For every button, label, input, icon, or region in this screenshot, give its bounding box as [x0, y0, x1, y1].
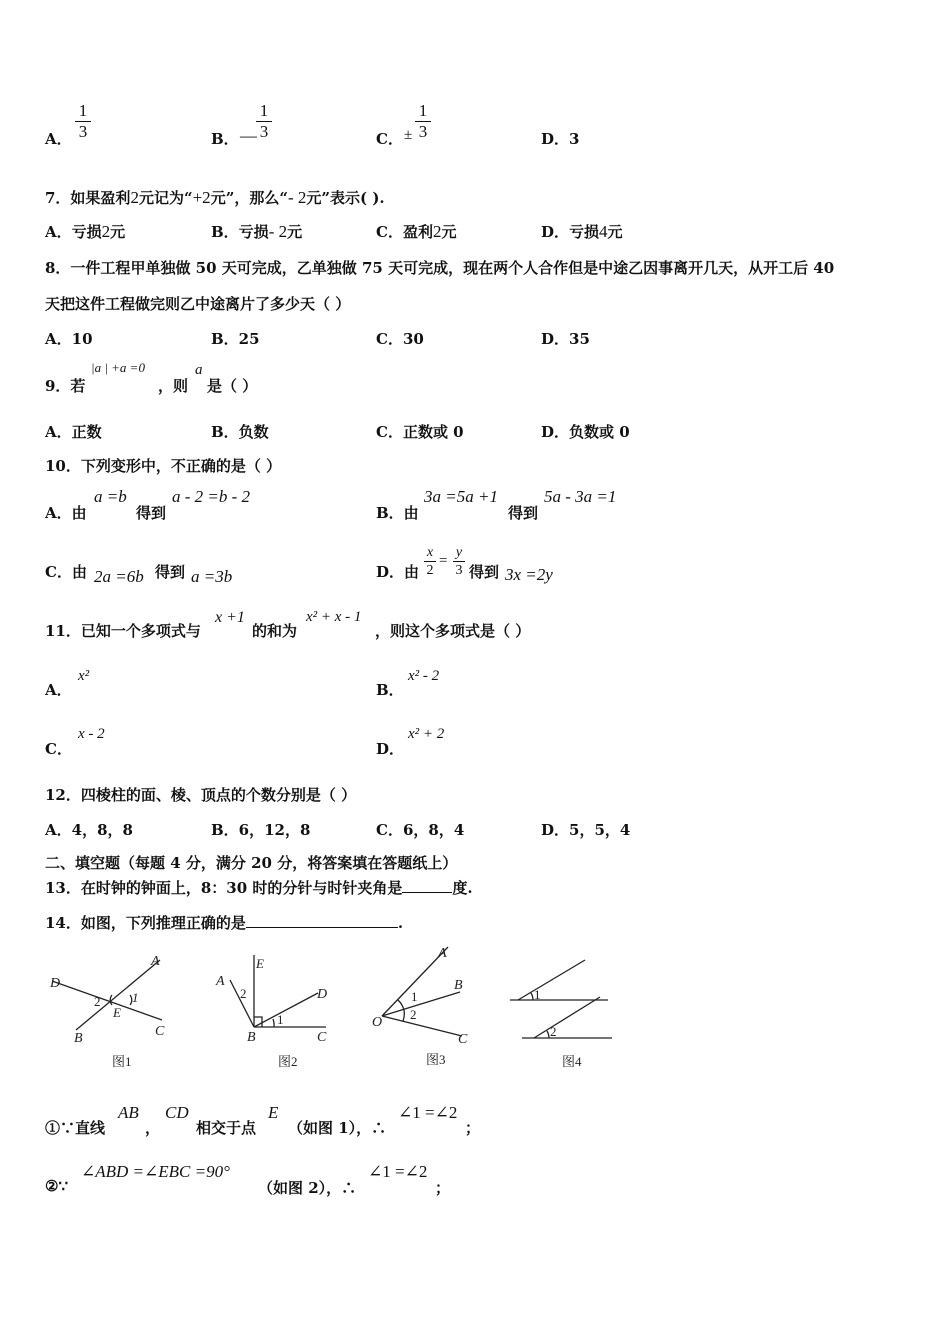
fig4-line-lower [534, 997, 600, 1038]
q10-b-from: 3a =5a +1 [424, 487, 498, 506]
fig1-label-e: E [113, 1005, 121, 1020]
fig2-label-c: C [317, 1030, 327, 1045]
q14-item2-expr: ∠ABD =∠EBC =90° [81, 1162, 230, 1181]
q10-b-mid: 得到 [508, 504, 539, 522]
q10-d-frac-y: y 3 [453, 546, 465, 578]
q9-stem-b: ，则 [158, 377, 189, 395]
q12-option-c: C．6，8，4 [376, 821, 465, 839]
q10-d-eq: = [439, 553, 448, 569]
fig2-label-b: B [247, 1030, 256, 1045]
q12-option-a: A．4，8，8 [45, 821, 133, 839]
q12-option-b: B．6，12，8 [211, 821, 311, 839]
fig3-label-c: C [458, 1032, 468, 1047]
q8-stem-line1: 8．一件工程甲单独做 50 天可完成，乙单独做 75 天可完成，现在两个人合作但是中途乙因事离开几天，从开工后 40 [45, 259, 835, 277]
q7-option-c: C．盈利2元 [376, 222, 457, 241]
q11-option-b-label: B． [376, 681, 404, 699]
q8-option-d: D．35 [541, 330, 590, 348]
q14-item1-a: ①∵直线 [45, 1119, 106, 1137]
q8-option-c: C．30 [376, 330, 424, 348]
q10-c-label: C．由 [45, 563, 87, 581]
q11-option-a-label: A． [45, 681, 72, 699]
q11-option-c-label: C． [45, 740, 72, 758]
q14-item2-angle: ∠1 =∠2 [368, 1162, 428, 1181]
fig2-label-a: A [216, 974, 225, 989]
q8-option-a: A．10 [45, 330, 93, 348]
q9-option-a: A．正数 [45, 423, 102, 441]
q8-stem-line2: 天把这件工程做完则乙中途离片了多少天（ ） [45, 295, 351, 313]
q6-option-c-label: C． [376, 130, 403, 148]
q9-condition: |a | +a =0 [91, 360, 145, 375]
q10-a-mid: 得到 [136, 504, 167, 522]
q10-b-label: B．由 [376, 504, 419, 522]
q14-figures [40, 945, 640, 1075]
q9-stem-a: 9．若 [45, 377, 86, 395]
q14-item1-c: （如图 1），∴ [288, 1119, 387, 1137]
q6-option-b-fraction: 1 3 [256, 102, 272, 141]
fig4-angle1-arc [531, 993, 533, 1000]
q14-item2-a: ②∵ [45, 1177, 68, 1195]
fig4-label-2: 2 [550, 1024, 557, 1039]
fig2-label-1: 1 [277, 1012, 284, 1027]
q14-item1-end: ； [465, 1119, 481, 1137]
q10-c-to: a =3b [191, 567, 233, 586]
fig1-label-c: C [155, 1024, 165, 1039]
q10-a-label: A．由 [45, 504, 87, 522]
fig3-ray-oc [382, 1016, 462, 1036]
q6-option-a-label: A． [45, 130, 72, 148]
q11-stem-b: 的和为 [252, 622, 298, 640]
q11-option-c-expr: x - 2 [78, 726, 105, 742]
q11-stem-c: ，则这个多项式是（ ） [375, 622, 531, 640]
q11-option-b-expr: x² - 2 [408, 668, 440, 684]
fig3-label-o: O [372, 1015, 383, 1030]
q10-stem: 10．下列变形中，不正确的是（ ） [45, 457, 282, 475]
q11-expr2: x² + x - 1 [306, 609, 362, 625]
fig1-caption: 图1 [112, 1054, 132, 1069]
fig2-label-2: 2 [240, 986, 247, 1001]
q10-c-from: 2a =6b [94, 567, 144, 586]
fig2-caption: 图2 [278, 1054, 298, 1069]
q6-option-c-fraction: 1 3 [415, 102, 431, 141]
fig1-label-a: A [151, 954, 160, 969]
fig1-label-2: 2 [94, 994, 101, 1009]
q13-answer-blank [402, 892, 452, 893]
q7-option-d: D．亏损4元 [541, 222, 623, 241]
q9-option-b: B．负数 [211, 423, 269, 441]
q10-c-mid: 得到 [155, 563, 186, 581]
fig4-line-upper [518, 960, 585, 1000]
fig2-label-d: D [317, 987, 328, 1002]
q6-option-b-label: B． [211, 130, 239, 148]
fig4-label-1: 1 [534, 987, 541, 1002]
q11-option-d-label: D． [376, 740, 405, 758]
q14-item1-b: 相交于点 [196, 1119, 257, 1137]
q10-a-to: a - 2 =b - 2 [172, 487, 251, 506]
q10-d-mid: 得到 [469, 563, 500, 581]
fig4-angle2-arc [547, 1031, 549, 1038]
q14-answer-blank [246, 927, 398, 928]
fig3-label-a: A [438, 946, 447, 961]
fig2-line-bd [254, 993, 318, 1027]
q11-option-d-expr: x² + 2 [408, 726, 445, 742]
fig1-label-1: 1 [132, 990, 139, 1005]
q10-d-frac-x: x 2 [424, 546, 436, 578]
q10-a-from: a =b [94, 487, 127, 506]
q9-option-d: D．负数或 0 [541, 423, 630, 441]
q12-stem: 12．四棱柱的面、棱、顶点的个数分别是（ ） [45, 786, 357, 804]
fig3-label-b: B [454, 978, 463, 993]
section2-title: 二、填空题（每题 4 分，满分 20 分，将答案填在答题纸上） [45, 854, 458, 872]
q14-stem: 14．如图，下列推理正确的是 . [45, 914, 404, 932]
q14-item2-end: ； [435, 1179, 451, 1197]
q9-stem-c: 是（ ） [207, 377, 258, 395]
q10-d-to: 3x =2y [505, 565, 553, 584]
q11-option-a-expr: x² [78, 668, 90, 684]
q14-item1-ab: AB [118, 1103, 139, 1122]
fig2-label-e: E [256, 956, 264, 971]
q10-d-label: D．由 [376, 563, 420, 581]
q7-option-b: B．亏损- 2元 [211, 222, 303, 241]
fig3-label-2: 2 [410, 1007, 417, 1022]
q6-option-a-fraction: 1 3 [75, 102, 91, 141]
fig1-label-b: B [74, 1031, 83, 1046]
q8-option-b: B．25 [211, 330, 260, 348]
q11-expr1: x +1 [215, 609, 245, 626]
q14-item1-angle: ∠1 =∠2 [398, 1103, 458, 1122]
q6-option-c-sign: ± [404, 127, 413, 143]
q14-item1-cd: CD [165, 1103, 189, 1122]
fig3-caption: 图3 [426, 1052, 446, 1067]
fig1-label-d: D [50, 976, 61, 991]
fig1-line-dc [52, 981, 162, 1020]
q14-item1-comma: ， [145, 1119, 161, 1137]
fig3-angle2-arc [403, 1010, 404, 1021]
q9-option-c: C．正数或 0 [376, 423, 464, 441]
q14-item1-e: E [268, 1103, 279, 1122]
q7-option-a: A．亏损2元 [45, 222, 126, 241]
q14-item2-b: （如图 2），∴ [258, 1179, 357, 1197]
q13-stem: 13．在时钟的钟面上，8：30 时的分针与时针夹角是 度. [45, 879, 473, 897]
fig3-label-1: 1 [411, 989, 418, 1004]
fig4-caption: 图4 [562, 1054, 582, 1069]
q11-stem-a: 11．已知一个多项式与 [45, 622, 201, 640]
q12-option-d: D．5，5，4 [541, 821, 631, 839]
q6-option-d-label: D．3 [541, 130, 580, 148]
fig2-angle1-arc [273, 1019, 274, 1027]
fig3-angle1-arc [398, 1000, 404, 1010]
q6-option-b-sign: — [240, 126, 257, 145]
q7-stem: 7．如果盈利2元记为“+2元”，那么“- 2元”表示( ). [45, 188, 385, 207]
q10-b-to: 5a - 3a =1 [544, 487, 617, 506]
q9-var: a [195, 362, 203, 378]
